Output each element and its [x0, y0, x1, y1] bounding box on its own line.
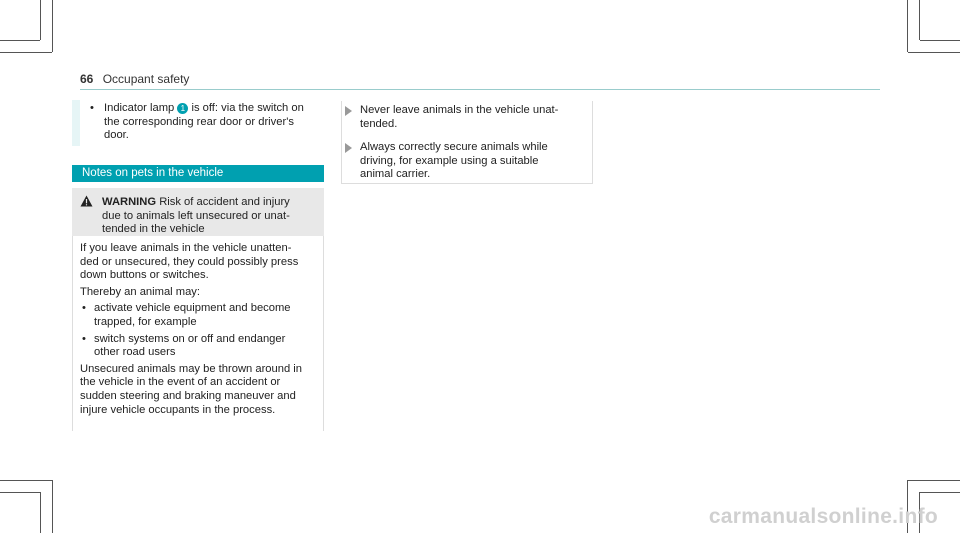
warning-line: Risk of accident and injury [159, 196, 290, 208]
bullet-line: Indicator lamp [104, 102, 178, 114]
list-item [80, 333, 316, 360]
warning-label: WARNING [102, 196, 157, 208]
crop-mark [908, 52, 960, 53]
warning-line: tended in the vehicle [102, 223, 205, 236]
crop-mark [0, 480, 52, 481]
bullet-line: is off: via the switch on [188, 102, 304, 114]
text-line: ded or unsecured, they could possibly press [80, 255, 299, 268]
warning-icon [80, 195, 93, 207]
paragraph [80, 363, 316, 417]
text-line: driving, for example using a suitable [360, 154, 539, 167]
text-line: injure vehicle occupants in the process. [80, 403, 276, 416]
arrow-icon [345, 106, 352, 116]
bullet-dot: • [82, 302, 86, 315]
crop-mark [920, 40, 960, 41]
text-line: sudden steering and braking maneuver and [80, 389, 296, 402]
arrow-icon [345, 143, 352, 153]
warning-body [80, 242, 316, 417]
text-line: other road users [94, 346, 176, 359]
bullet-dot: • [90, 102, 94, 114]
indent-bar [72, 100, 80, 146]
watermark: carmanualsonline.info [708, 505, 938, 528]
list-item [80, 302, 316, 329]
warning-border [323, 236, 324, 431]
text-line: If you leave animals in the vehicle unatten- [80, 242, 292, 254]
section-heading: Notes on pets in the vehicle [72, 165, 324, 182]
page-header [80, 72, 189, 86]
number-badge: 1 [177, 103, 188, 114]
paragraph [80, 242, 316, 283]
crop-mark [52, 480, 53, 533]
instruction-item [360, 104, 580, 131]
text-line: Unsecured animals may be thrown around in [80, 362, 303, 375]
text-line: Always correctly secure animals while [360, 141, 548, 153]
crop-mark [919, 0, 920, 40]
crop-mark [40, 492, 41, 533]
crop-mark [0, 492, 40, 493]
text-line: down buttons or switches. [80, 269, 209, 282]
bullet-line: the corresponding rear door or driver's [104, 115, 294, 128]
warning-text [102, 196, 312, 237]
text-line: trapped, for example [94, 315, 197, 328]
text-line: switch systems on or off and endanger [94, 332, 286, 345]
crop-mark [907, 0, 908, 52]
crop-mark [920, 492, 960, 493]
instruction-item [360, 141, 580, 182]
text-line: activate vehicle equipment and become [94, 302, 291, 315]
crop-mark [52, 0, 53, 52]
section-name: Occupant safety [102, 72, 190, 86]
crop-mark [0, 52, 52, 53]
page-number: 66 [80, 72, 94, 86]
indicator-bullet [90, 102, 326, 143]
paragraph: Thereby an animal may: [80, 285, 201, 298]
crop-mark [908, 480, 960, 481]
warning-line: due to animals left unsecured or unat- [102, 209, 290, 222]
crop-mark [0, 40, 40, 41]
header-rule [80, 89, 880, 90]
text-line: animal carrier. [360, 168, 431, 181]
bullet-dot: • [82, 332, 86, 345]
warning-border [72, 236, 73, 431]
crop-mark [40, 0, 41, 40]
text-line: tended. [360, 117, 398, 130]
text-line: the vehicle in the event of an accident or [80, 376, 281, 389]
bullet-line: door. [104, 129, 129, 142]
text-line: Never leave animals in the vehicle unat- [360, 104, 559, 116]
